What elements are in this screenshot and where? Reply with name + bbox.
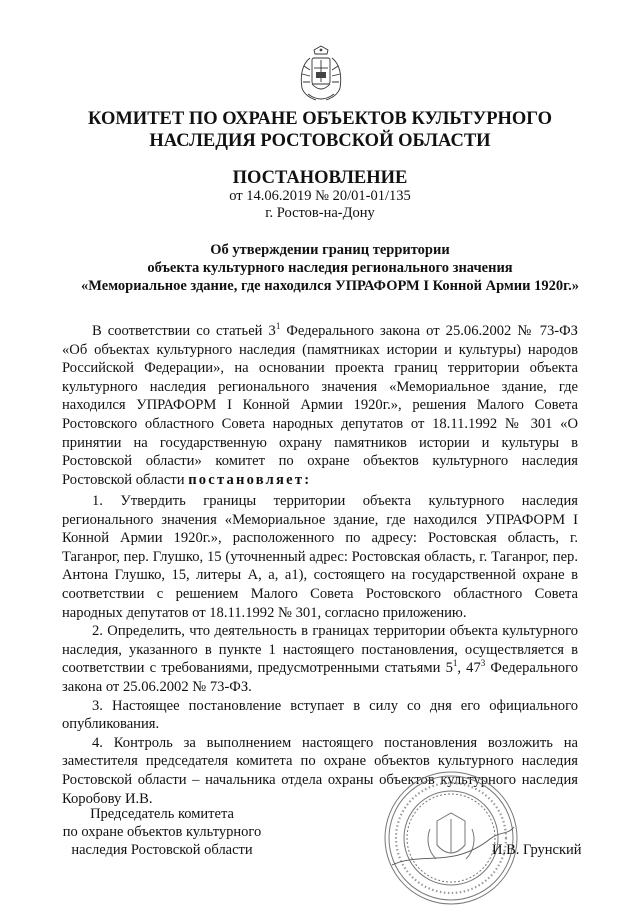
decree-item-1: 1. Утвердить границы территории объекта культурного наследия регионального значения «Мемориальное здание, где находился УПРАФОРМ I Конной Армии 1920г.», расположенного по адресу: Ростовская область, г. Таганрог, пер. Глушко, 15 (уточненный адрес: Ростовская область, г. Таганрог, пер. Антона Глушко, 15, литеры А, а, а1), состоящего на государственной охране в соответствии с решением Малого Совета Ростовского областного Совета народных депутатов от 18.11.1992 № 301, согласно приложению. — [62, 493, 578, 621]
preamble-superscript: 1 — [275, 321, 281, 332]
document-title — [60, 241, 600, 295]
item2-superscript-1: 1 — [452, 658, 458, 669]
preamble-text-2: Федерального закона от 25.06.2002 № 73-ФЗ «Об объектах культурного наследия (памятниках истории и культуры) народов Российской Федерации», на основании проекта границ территории объекта культурного наследия регионального значения «Мемориальное здание, где находился УПРАФОРМ I Конной Армии 1920г.», решения Малого Совета Ростовского областного Совета народных депутатов от 18.11.1992 № 301 «О принятии на государственную охрану памятников истории и культуры в Ростовской области» комитет по охране объектов культурного наследия Ростовской области — [62, 323, 578, 488]
document-city: г. Ростов-на-Дону — [265, 205, 375, 221]
item2-text-3: Федерального закона от 25.06.2002 № 73-ФЗ. — [62, 660, 578, 695]
decree-item-3: 3. Настоящее постановление вступает в силу со дня его официального опубликования. — [62, 697, 578, 733]
item2-text-1: 2. Определить, что деятельность в границах территории объекта культурного наследия, указанного в пункте 1 настоящего постановления, осуществляется в соответствии с требованиями, предусмотренными статьями 5 — [62, 623, 578, 677]
item2-superscript-2: 3 — [480, 658, 486, 669]
signatory-position — [62, 805, 262, 859]
official-seal-icon — [382, 769, 520, 907]
organization-line-2: НАСЛЕДИЯ РОСТОВСКОЙ ОБЛАСТИ — [149, 131, 491, 151]
position-line-2: по охране объектов культурного — [62, 824, 262, 840]
coat-of-arms-icon — [294, 44, 348, 104]
organization-name — [60, 108, 580, 152]
signatory-name: И.В. Грунский — [492, 842, 582, 858]
preamble-paragraph — [62, 322, 578, 489]
position-line-1: Председатель комитета — [90, 806, 234, 822]
document-date-number: от 14.06.2019 № 20/01-01/135 — [229, 188, 411, 204]
decree-item-2 — [62, 622, 578, 696]
decree-item-4: 4. Контроль за выполнением настоящего постановления возложить на заместителя председателя комитета по охране объектов культурного наследия Ростовской области – начальника отдела охраны объектов культурного наследия Коробову И.В. — [62, 734, 578, 807]
document-type: ПОСТАНОВЛЕНИЕ — [232, 168, 408, 188]
title-line-3: «Мемориальное здание, где находился УПРАФОРМ I Конной Армии 1920г.» — [81, 278, 579, 294]
position-line-3: наследия Ростовской области — [71, 842, 253, 858]
item2-text-2: , 47 — [457, 660, 481, 677]
title-line-2: объекта культурного наследия регионального значения — [147, 260, 513, 276]
title-line-1: Об утверждении границ территории — [210, 242, 450, 258]
preamble-text-1: В соответствии со статьей 3 — [92, 323, 276, 339]
decree-items — [62, 492, 578, 808]
organization-line-1: КОМИТЕТ ПО ОХРАНЕ ОБЪЕКТОВ КУЛЬТУРНОГО — [88, 109, 552, 129]
decree-word: постановляет: — [188, 471, 312, 488]
